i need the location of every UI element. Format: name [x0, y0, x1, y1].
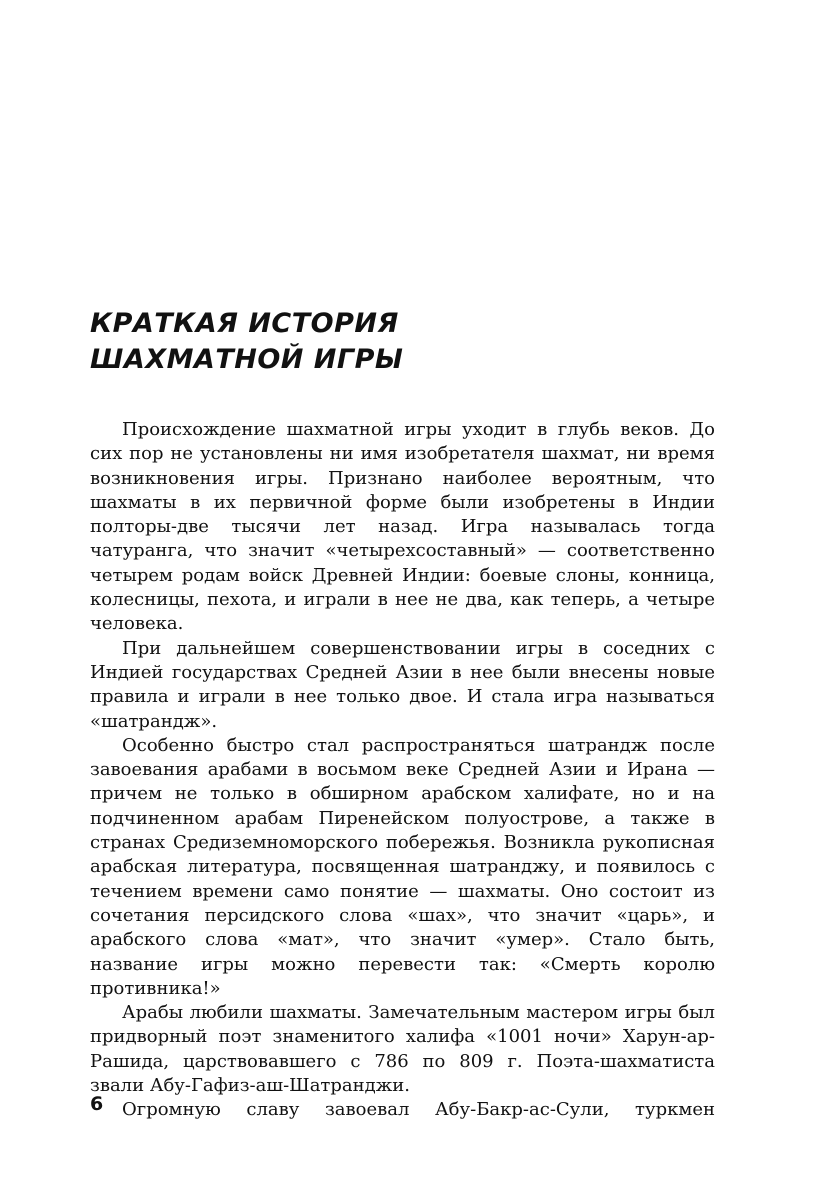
paragraph-arab-masters: Арабы любили шахматы. Замечательным мастером игры был придворный поэт знаменитого халифа «1001 ночи» Харун-ар-Рашида, царствовавшего с 786 по 809 г. Поэта-шахматиста звали Абу-Гафиз-аш-Шатранджи.	[90, 1002, 715, 1097]
chapter-title-line-2: ШАХМАТНОЙ ИГРЫ	[90, 344, 404, 375]
chapter-title-line-1: КРАТКАЯ ИСТОРИЯ	[90, 308, 399, 339]
paragraph-arab-spread: Особенно быстро стал распространяться шатрандж после завоевания арабами в восьмом веке Средней Азии и Ирана — причем не только в обширном арабском халифате, но и на подчиненном арабам Пиренейском полуострове, а также в странах Средиземноморского побережья. Возникла рукописная арабская литература, посвященная шатранджу, и появилось с течением времени само понятие — шахматы. Оно состоит из сочетания персидского слова «шах», что значит «царь», и арабского слова «мат», что значит «умер». Стало быть, название игры можно перевести так: «Смерть королю противника!»	[90, 734, 715, 999]
body-text	[90, 418, 715, 1123]
paragraph-origin: Происхождение шахматной игры уходит в глубь веков. До сих пор не установлены ни имя изобретателя шахмат, ни время возникновения игры. Признано наиболее вероятным, что шахматы в их первичной форме были изобретены в Индии полторы-две тысячи лет назад. Игра называлась тогда чатуранга, что значит «четырехсоставный» — соответственно четырем родам войск Древней Индии: боевые слоны, конница, колесницы, пехота, и играли в нее не два, как теперь, а четыре человека.	[90, 419, 715, 635]
paragraph-central-asia: При дальнейшем совершенствовании игры в соседних с Индией государствах Средней Азии в нее были внесены новые правила и играли в нее только двое. И стала игра называться «шатрандж».	[90, 637, 715, 732]
chapter-title	[90, 306, 403, 378]
page-number: 6	[90, 1093, 104, 1115]
paragraph-as-suli: Огромную славу завоевал Абу-Бакр-ас-Сули, туркмен	[122, 1099, 715, 1121]
